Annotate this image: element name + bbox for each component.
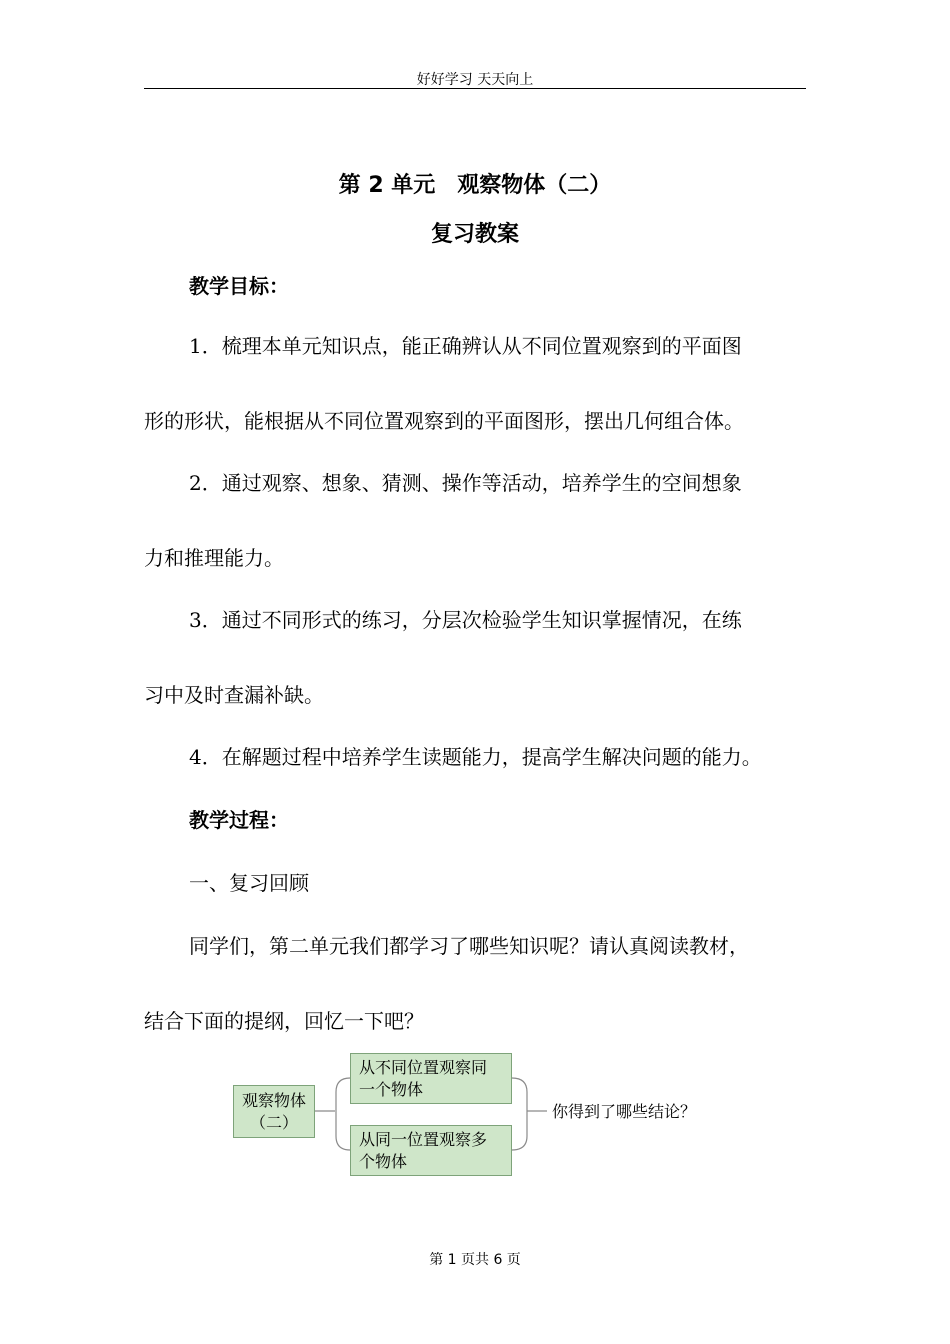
header-rule: [144, 88, 806, 89]
goal-1-line-1: 1．梳理本单元知识点，能正确辨认从不同位置观察到的平面图: [189, 334, 742, 358]
goal-4-line-1: 4．在解题过程中培养学生读题能力，提高学生解决问题的能力。: [189, 745, 762, 769]
doc-title: 第 2 单元 观察物体（二）: [338, 173, 612, 198]
goal-3-line-2: 习中及时查漏补缺。: [144, 683, 324, 707]
outline-main-box: [233, 1085, 315, 1138]
outline-branch-a: [350, 1053, 512, 1104]
branch-b-line-2: 个物体: [359, 1152, 408, 1171]
goal-2-line-1: 2．通过观察、想象、猜测、操作等活动，培养学生的空间想象: [189, 471, 742, 495]
goals-heading: 教学目标：: [189, 274, 289, 298]
intro-paragraph-line-1: 同学们，第二单元我们都学习了哪些知识呢？请认真阅读教材，: [189, 934, 749, 958]
goal-3-line-1: 3．通过不同形式的练习，分层次检验学生知识掌握情况，在练: [189, 608, 742, 632]
page-header: 好好学习 天天向上: [416, 72, 534, 88]
connector-bracket-right: [512, 1078, 527, 1150]
intro-paragraph-line-2: 结合下面的提纲，回忆一下吧？: [144, 1009, 424, 1033]
branch-a-line-2: 一个物体: [359, 1080, 424, 1099]
outline-result: 你得到了哪些结论？: [552, 1102, 697, 1121]
goal-1-line-2: 形的形状，能根据从不同位置观察到的平面图形，摆出几何组合体。: [144, 409, 744, 433]
doc-subtitle: 复习教案: [430, 222, 519, 247]
page-footer: 第 1 页共 6 页: [429, 1252, 521, 1268]
outline-main-line-2: （二）: [249, 1113, 298, 1132]
branch-b-line-1: 从同一位置观察多: [359, 1130, 488, 1149]
process-heading: 教学过程：: [189, 808, 289, 832]
outline-main-line-1: 观察物体: [241, 1091, 306, 1110]
connector-bracket-left: [336, 1078, 350, 1150]
section-1-heading: 一、复习回顾: [189, 871, 309, 895]
branch-a-line-1: 从不同位置观察同: [359, 1058, 488, 1077]
outline-branch-b: [350, 1125, 512, 1176]
goal-2-line-2: 力和推理能力。: [144, 546, 284, 570]
